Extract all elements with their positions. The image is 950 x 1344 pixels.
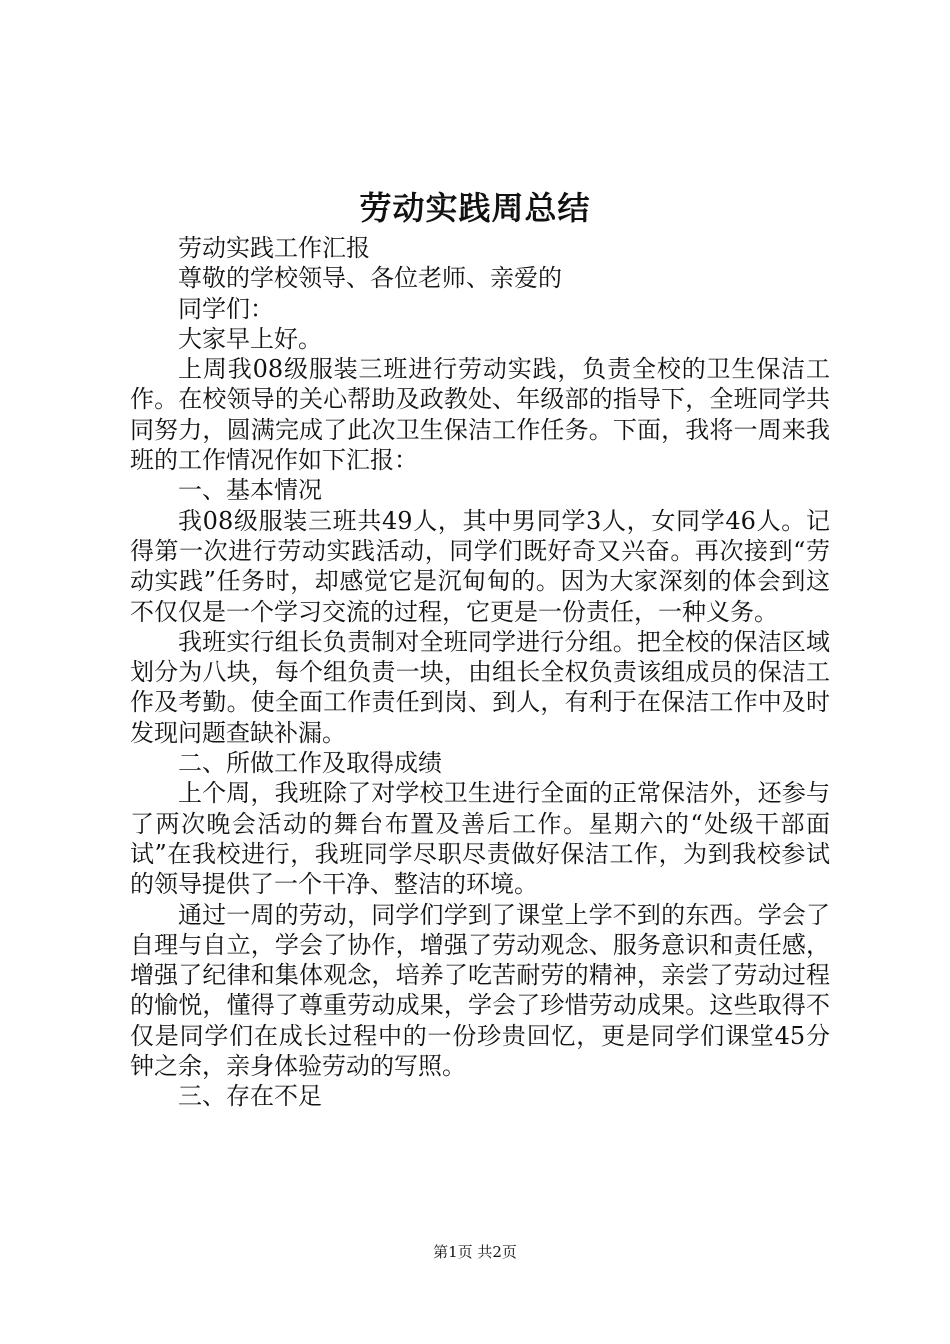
page-footer: 第1页 共2页	[433, 1243, 517, 1261]
section-heading-work: 二、所做工作及取得成绩	[178, 749, 442, 778]
section-heading-basic: 一、基本情况	[178, 476, 322, 505]
paragraph-report-heading: 劳动实践工作汇报	[178, 234, 370, 262]
document-title: 劳动实践周总结	[359, 189, 591, 227]
document-body	[130, 233, 830, 1112]
paragraph-basic-info: 我08级服装三班共49人，其中男同学3人，女同学46人。记得第一次进行劳动实践活动，同学们既好奇又兴奋。再次接到“劳动实践”任务时，却感觉它是沉甸甸的。因为大家深刻的体会到这不仅仅是一个学习交流的过程，它更是一份责任，一种义务。	[130, 506, 830, 626]
paragraph-salutation: 尊敬的学校领导、各位老师、亲爱的	[178, 264, 562, 293]
paragraph-work-done: 上个周，我班除了对学校卫生进行全面的正常保洁外，还参与了两次晚会活动的舞台布置及善后工作。星期六的“处级干部面试”在我校进行，我班同学尽职尽责做好保洁工作，为到我校参试的领导提供了一个干净、整洁的环境。	[130, 779, 830, 899]
section-heading-shortcomings: 三、存在不足	[178, 1082, 322, 1111]
paragraph-gains: 通过一周的劳动，同学们学到了课堂上学不到的东西。学会了自理与自立，学会了协作，增强了劳动观念、服务意识和责任感，增强了纪律和集体观念，培养了吃苦耐劳的精神，亲尝了劳动过程的愉悦，懂得了尊重劳动成果，学会了珍惜劳动成果。这些取得不仅是同学们在成长过程中的一份珍贵回忆，更是同学们课堂45分钟之余，亲身体验劳动的写照。	[130, 900, 830, 1081]
paragraph-intro: 上周我08级服装三班进行劳动实践，负责全校的卫生保洁工作。在校领导的关心帮助及政教处、年级部的指导下，全班同学共同努力，圆满完成了此次卫生保洁工作任务。下面，我将一周来我班的工作情况作如下汇报：	[130, 355, 830, 475]
paragraph-greeting: 大家早上好。	[178, 324, 322, 353]
paragraph-salutation-cont: 同学们：	[178, 294, 274, 323]
paragraph-grouping: 我班实行组长负责制对全班同学进行分组。把全校的保洁区域划分为八块，每个组负责一块，由组长全权负责该组成员的保洁工作及考勤。使全面工作责任到岗、到人，有利于在保洁工作中及时发现问题查缺补漏。	[130, 627, 830, 747]
